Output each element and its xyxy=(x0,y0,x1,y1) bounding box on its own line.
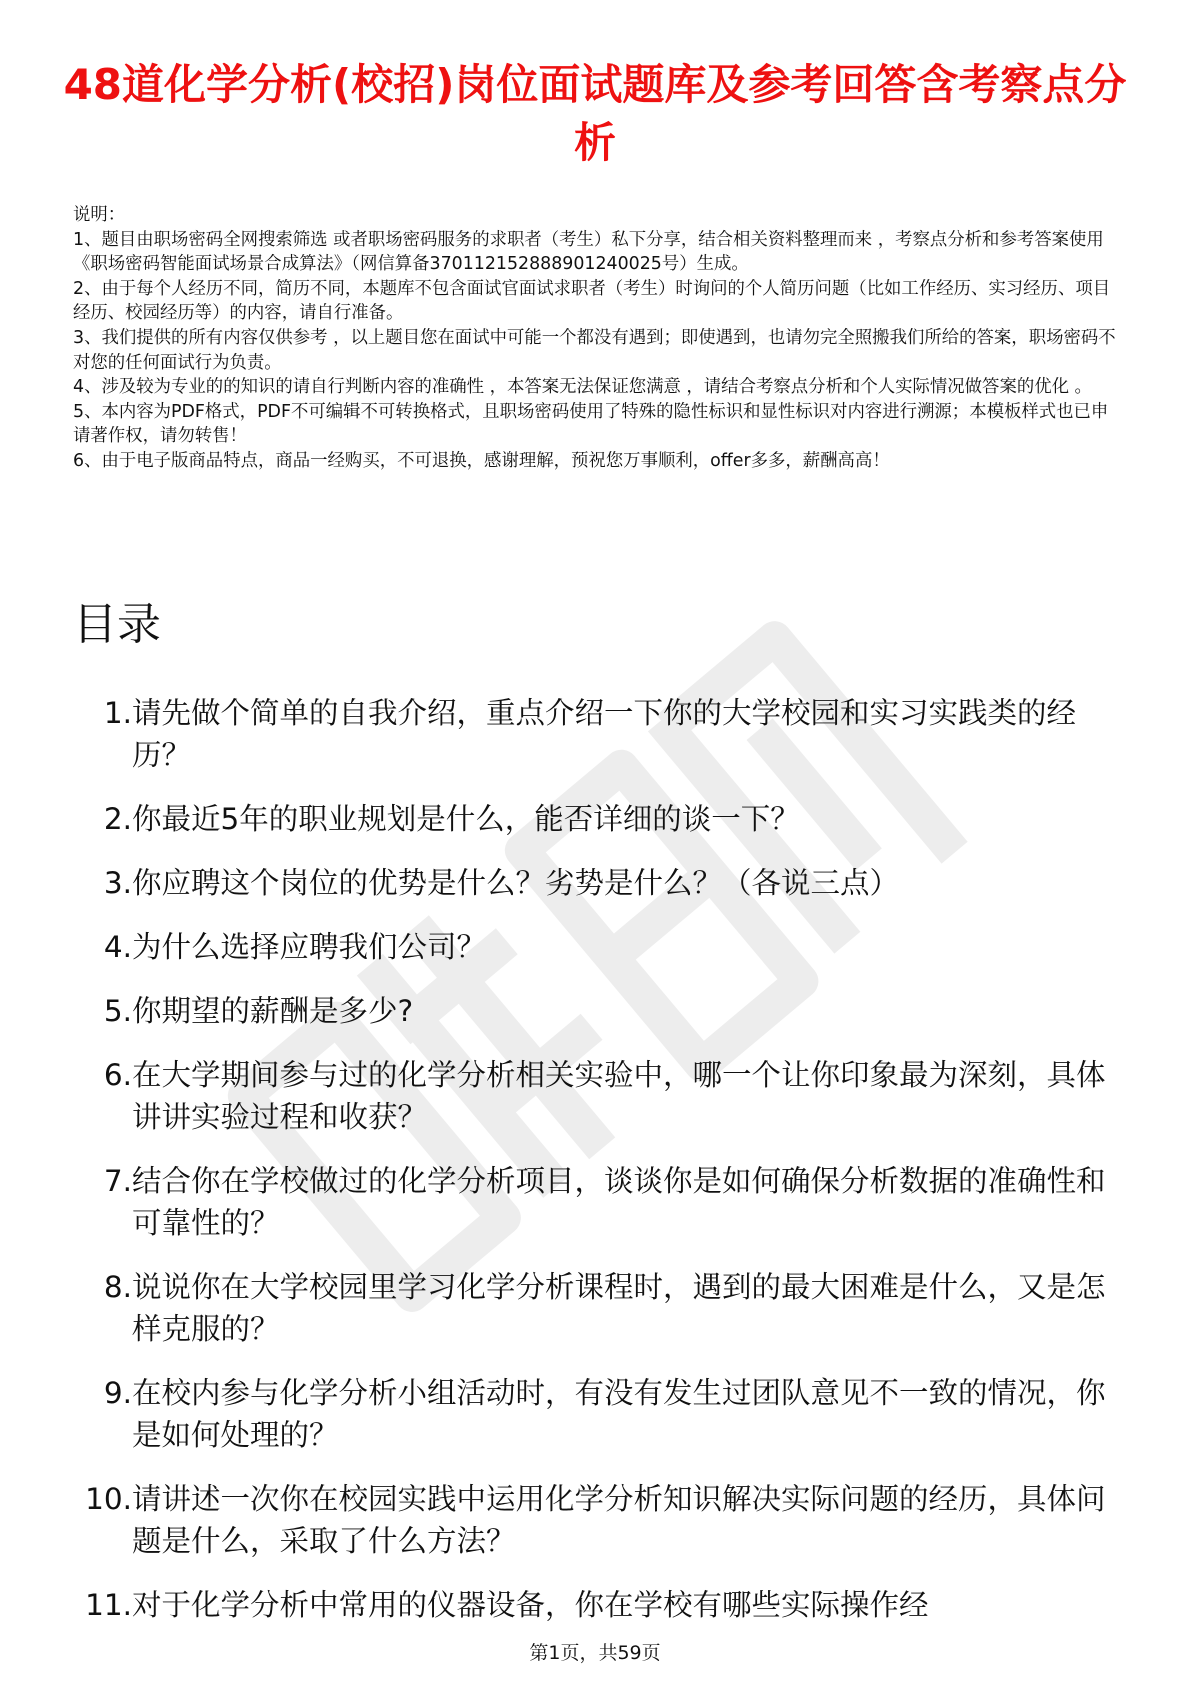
toc-item[interactable] xyxy=(60,692,1120,776)
note-item: 2、由于每个人经历不同，简历不同，本题库不包含面试官面试求职者（考生）时询问的个人简历问题（比如工作经历、实习经历、项目经历、校园经历等）的内容，请自行准备。 xyxy=(73,278,1111,324)
toc-item[interactable] xyxy=(60,798,1120,840)
toc-item-text: 请讲述一次你在校园实践中运用化学分析知识解决实际问题的经历，具体问题是什么，采取了什么方法？ xyxy=(132,1482,1106,1558)
toc-list xyxy=(60,692,1120,1648)
toc-heading: 目录 xyxy=(73,599,161,650)
toc-item-number: 2. xyxy=(103,802,132,836)
toc-item[interactable] xyxy=(60,862,1120,904)
toc-item-number: 3. xyxy=(103,866,132,900)
toc-item[interactable] xyxy=(60,926,1120,968)
note-item: 1、题目由职场密码全网搜索筛选 或者职场密码服务的求职者（考生）私下分享，结合相关资料整理而来 ，考察点分析和参考答案使用《职场密码智能面试场景合成算法》（网信算备370112152888901240025号）生成。 xyxy=(73,229,1104,275)
toc-item[interactable] xyxy=(60,1478,1120,1562)
toc-item-number: 6. xyxy=(103,1058,132,1092)
toc-item-text: 你应聘这个岗位的优势是什么？劣势是什么？（各说三点） xyxy=(132,866,900,900)
toc-item-text: 你期望的薪酬是多少? xyxy=(132,994,414,1028)
toc-item-text: 请先做个简单的自我介绍，重点介绍一下你的大学校园和实习实践类的经历？ xyxy=(132,696,1077,772)
toc-item-text: 说说你在大学校园里学习化学分析课程时，遇到的最大困难是什么，又是怎样克服的？ xyxy=(132,1270,1106,1346)
toc-item-number: 1. xyxy=(103,696,132,730)
toc-item[interactable] xyxy=(60,1266,1120,1350)
toc-item[interactable] xyxy=(60,1054,1120,1138)
toc-item[interactable] xyxy=(60,1372,1120,1456)
toc-item-text: 在大学期间参与过的化学分析相关实验中，哪一个让你印象最为深刻，具体讲讲实验过程和收获？ xyxy=(132,1058,1106,1134)
note-item: 4、涉及较为专业的的知识的请自行判断内容的准确性 ，本答案无法保证您满意 ，请结合考察点分析和个人实际情况做答案的优化 。 xyxy=(73,377,1092,398)
toc-item-text: 对于化学分析中常用的仪器设备，你在学校有哪些实际操作经 xyxy=(132,1588,929,1622)
toc-item-number: 4. xyxy=(103,930,132,964)
toc-item-text: 在校内参与化学分析小组活动时，有没有发生过团队意见不一致的情况，你是如何处理的？ xyxy=(132,1376,1106,1452)
note-item: 5、本内容为PDF格式，PDF不可编辑不可转换格式，且职场密码使用了特殊的隐性标识和显性标识对内容进行溯源；本模板样式也已申请著作权，请勿转售！ xyxy=(73,401,1109,447)
toc-item-text: 你最近5年的职业规划是什么，能否详细的谈一下？ xyxy=(132,802,800,836)
note-item: 6、由于电子版商品特点，商品一经购买，不可退换，感谢理解，预祝您万事顺利，offer多多，薪酬高高！ xyxy=(73,450,890,471)
toc-item-number: 5. xyxy=(103,994,132,1028)
page-footer: 第1页，共59页 xyxy=(529,1642,661,1664)
document-title: 48道化学分析(校招)岗位面试题库及参考回答含考察点分析 xyxy=(63,60,1127,167)
notes-heading: 说明： xyxy=(73,205,126,225)
toc-item[interactable] xyxy=(60,1584,1120,1626)
toc-item-number: 10. xyxy=(85,1482,132,1516)
toc-item[interactable] xyxy=(60,990,1120,1032)
toc-item-text: 为什么选择应聘我们公司？ xyxy=(132,930,487,964)
toc-item[interactable] xyxy=(60,1160,1120,1244)
toc-item-text: 结合你在学校做过的化学分析项目，谈谈你是如何确保分析数据的准确性和可靠性的？ xyxy=(132,1164,1106,1240)
toc-item-number: 11. xyxy=(85,1588,132,1622)
note-item: 3、我们提供的所有内容仅供参考 ，以上题目您在面试中可能一个都没有遇到；即使遇到，也请勿完全照搬我们所给的答案，职场密码不对您的任何面试行为负责。 xyxy=(73,327,1116,373)
toc-item-number: 9. xyxy=(103,1376,132,1410)
toc-item-number: 8. xyxy=(103,1270,132,1304)
notes-section xyxy=(73,203,1118,474)
toc-item-number: 7. xyxy=(103,1164,132,1198)
